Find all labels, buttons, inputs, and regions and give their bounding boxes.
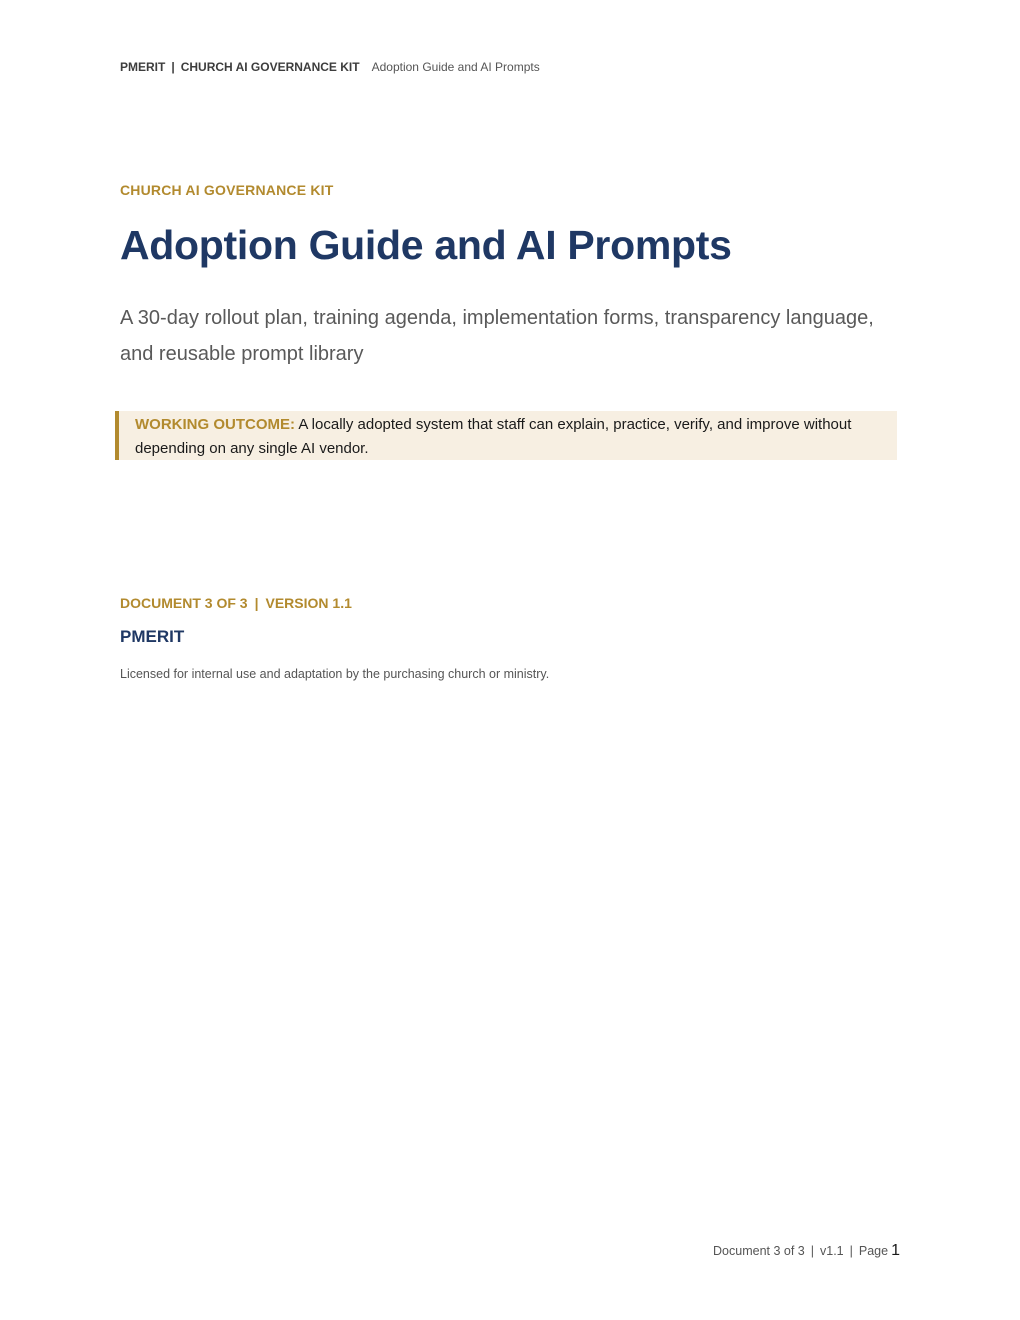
header-kit-name: CHURCH AI GOVERNANCE KIT (180, 60, 360, 74)
document-meta-separator: | (254, 595, 259, 611)
footer-separator-1: | (810, 1244, 814, 1258)
organization-name: PMERIT (120, 627, 185, 646)
document-version: VERSION 1.1 (265, 595, 352, 611)
document-meta (120, 595, 352, 611)
cover-subtitle: A 30-day rollout plan, training agenda, implementation forms, transparency language, and reusable prompt library (120, 307, 874, 365)
callout-text: A locally adopted system that staff can explain, practice, verify, and improve without depending on any single AI vendor. (135, 416, 852, 457)
callout-label: WORKING OUTCOME: (135, 416, 295, 433)
page-footer (713, 1242, 900, 1260)
header-brand: PMERIT (120, 60, 166, 74)
footer-page-label: Page (858, 1244, 889, 1258)
footer-document: Document 3 of 3 (713, 1244, 805, 1258)
footer-separator-2: | (849, 1244, 853, 1258)
document-number: DOCUMENT 3 OF 3 (120, 595, 248, 611)
page-title: Adoption Guide and AI Prompts (120, 222, 732, 268)
header-separator: | (171, 60, 175, 74)
cover-kicker: CHURCH AI GOVERNANCE KIT (120, 182, 334, 198)
working-outcome-callout (115, 411, 897, 460)
running-header (120, 60, 540, 74)
footer-version: v1.1 (820, 1244, 844, 1258)
footer-page-number: 1 (891, 1242, 900, 1259)
license-notice: Licensed for internal use and adaptation by the purchasing church or ministry. (120, 667, 550, 681)
header-doc-title: Adoption Guide and AI Prompts (371, 60, 540, 74)
